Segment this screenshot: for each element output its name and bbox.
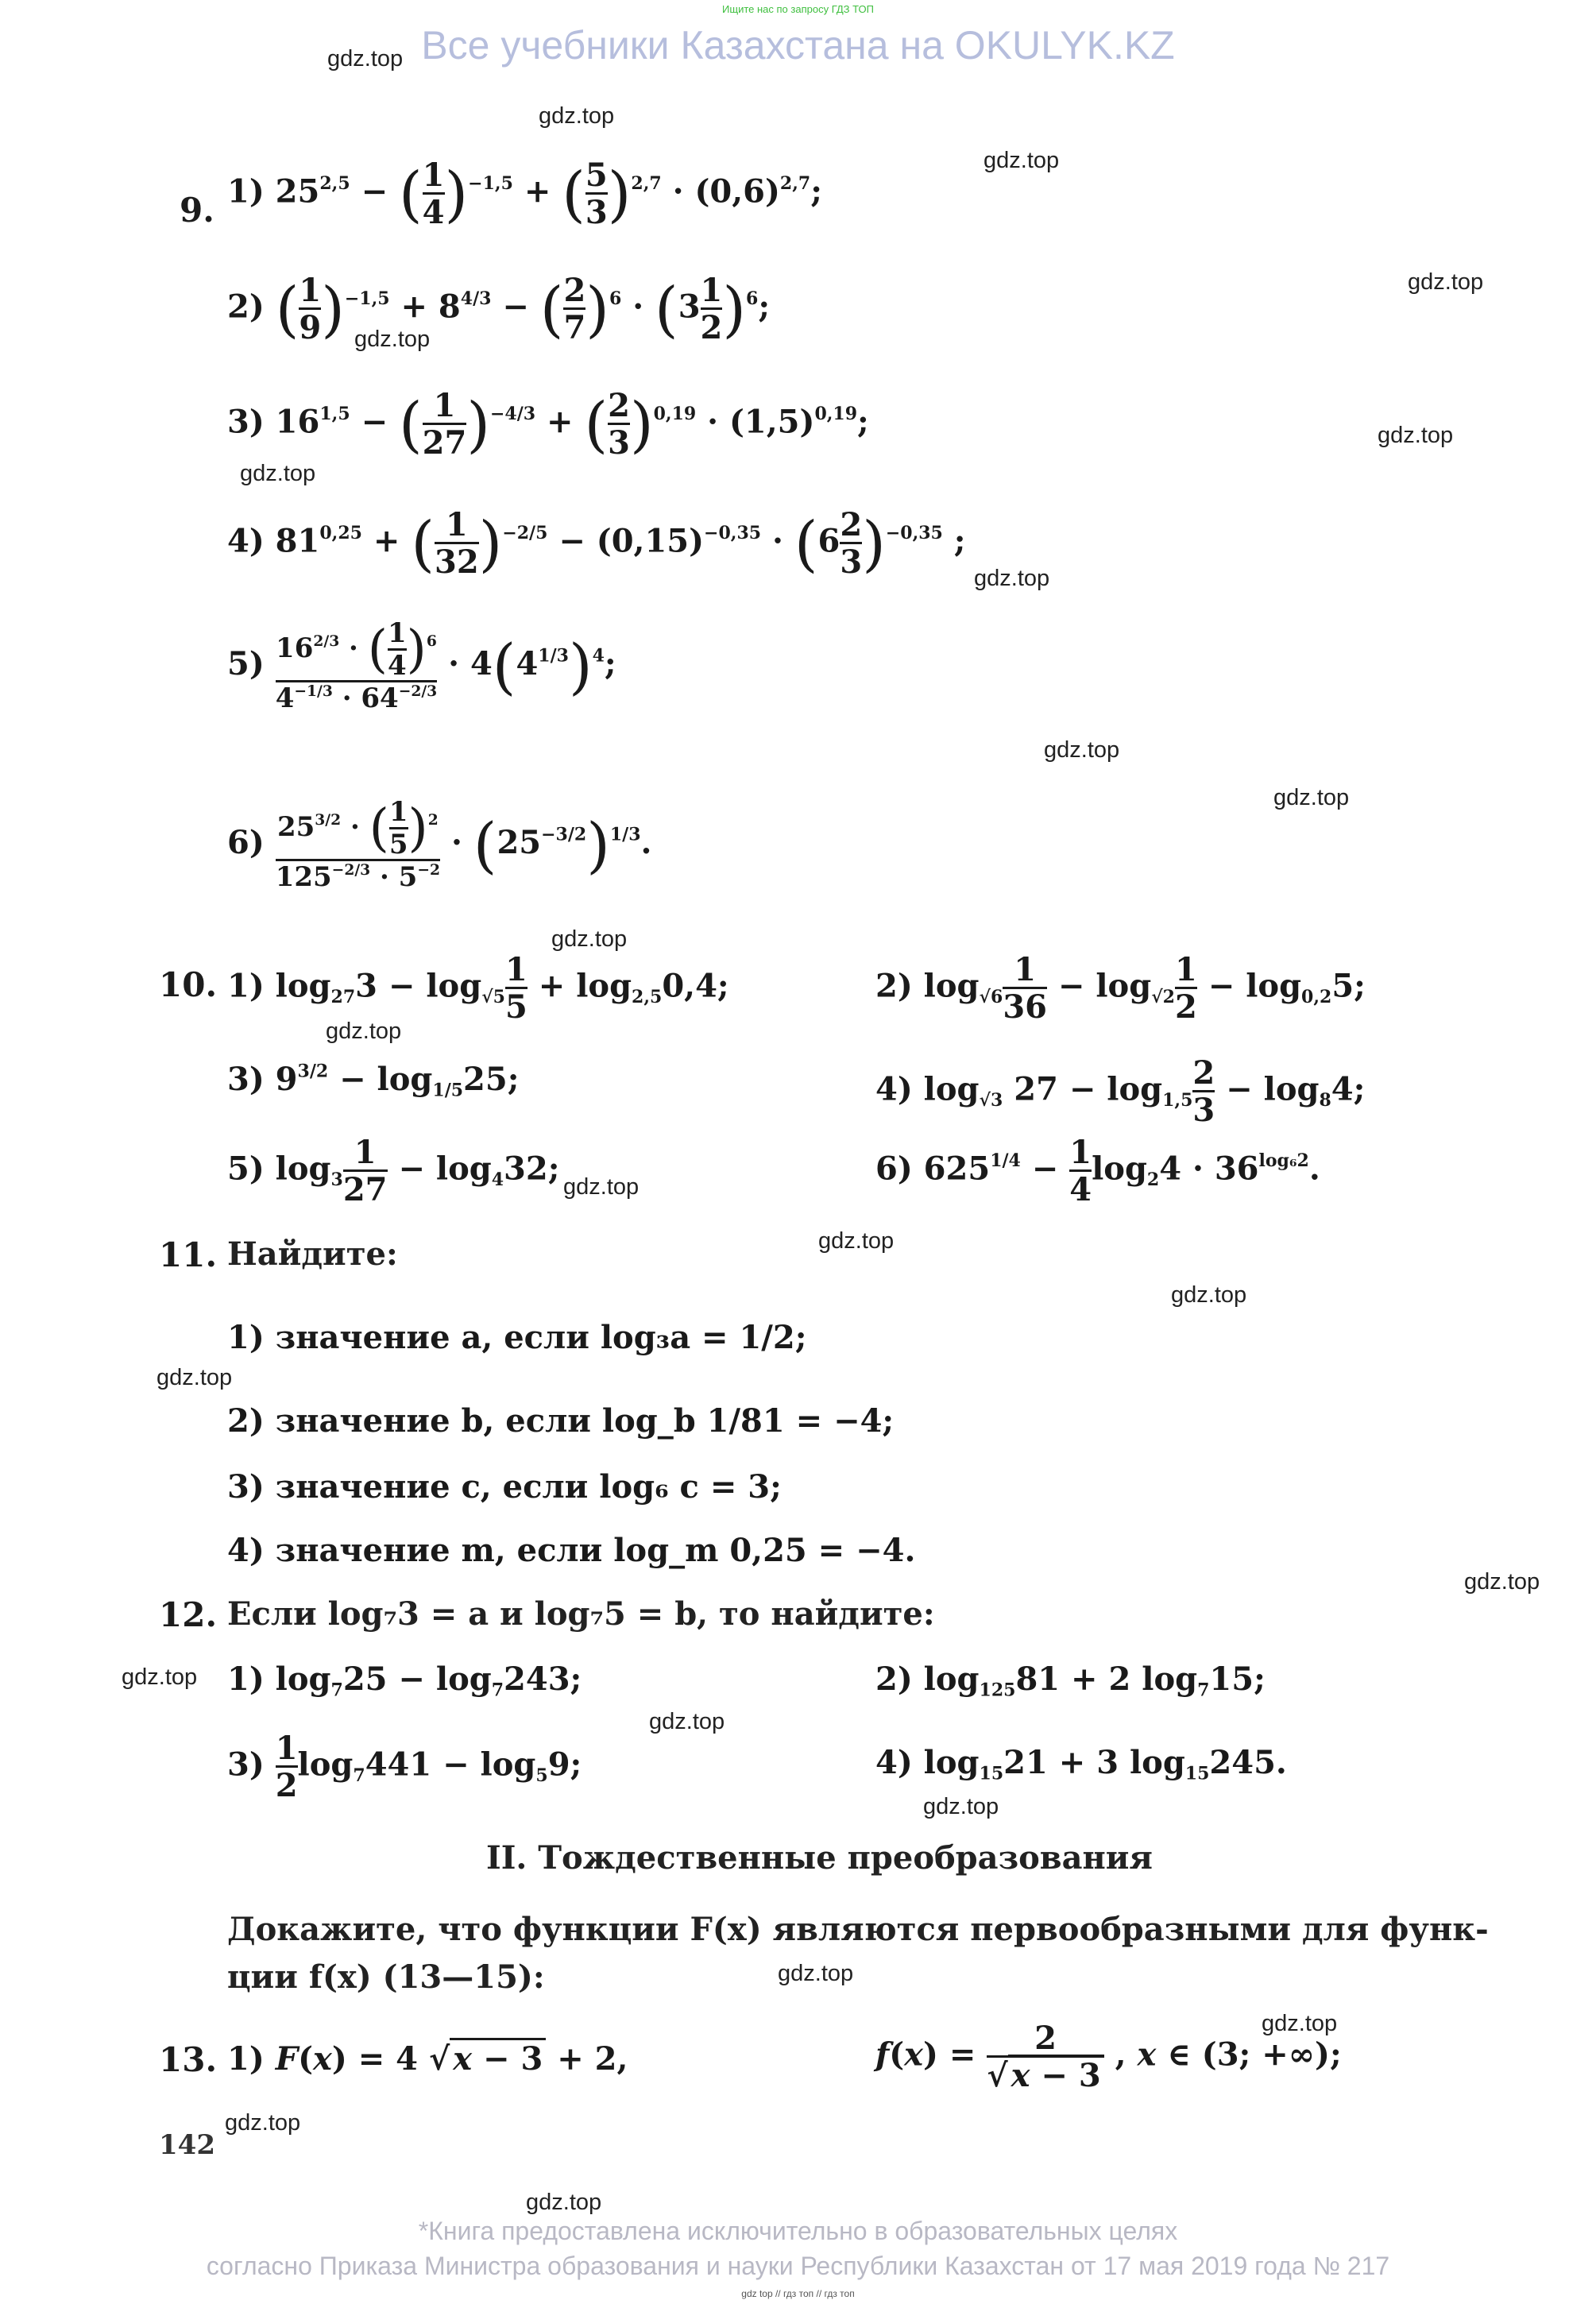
problem-9-3: 3) $16^{1,5}$ − ( $\frac{1}{27}$ )$^{-4/3}$ + ( $\frac{2}{3}$ )$^{0,19} \cdot (1,5)^{0,19}$; [227,387,869,462]
problem-10-6: 6) $625^{1/4}$ − $\frac{1}{4}$ $\log_24 \cdot 36^{log_62}$. [875,1134,1320,1208]
problem-12-3: 3) $\frac{1}{2}$ $\log_7441 - \log_59$; [227,1730,582,1804]
problem-11-item: 1) значение a, если log₃a = 1/2; [227,1319,807,1356]
problem-9-6: 6) $25^{3/2}$ · ( $\frac{1}{5}$ )$^2$ $125^{-2/3} \cdot 5^{-2}$ · $(25^{-3/2})^{1/3}$. [227,796,652,894]
problem-11-number: 11. [159,1235,218,1274]
problem-12-number: 12. [159,1595,218,1634]
problem-12-2: 2) $\log_{125}81 + 2$ $\log_715$; [875,1660,1266,1701]
problem-10-3: 3) $9^{3/2} - \log_{1/5}25$; [227,1061,520,1101]
watermark: gdz.top [122,1664,198,1690]
watermark: gdz.top [1171,1282,1247,1308]
top-search-note: Ищите нас по запросу ГДЗ ТОП [722,3,874,15]
footer-line-1: *Книга предоставлена исключительно в образовательных целях [418,2217,1178,2245]
problem-9-5: 5) $16^{2/3}$ · ( $\frac{1}{4}$ )$^6$ $4^{-1/3} \cdot 64^{-2/3}$ · $4(4^{1/3})^4$; [227,617,616,715]
watermark: gdz.top [327,46,404,72]
watermark: gdz.top [563,1174,640,1200]
footer-line-2: согласно Приказа Министра образования и науки Республики Казахстан от 17 мая 2019 года № 217 [206,2252,1390,2280]
problem-12-4: 4) $\log_{15}21 + 3$ $\log_{15}245$. [875,1744,1287,1784]
watermark: gdz.top [1408,269,1484,295]
problem-11-item: 3) значение c, если log₆ c = 3; [227,1468,782,1506]
problem-10-5: 5) $\log_3$ $\frac{1}{27}$ − $\log_432$; [227,1134,560,1208]
watermark: gdz.top [1273,785,1350,810]
watermark: gdz.top [157,1365,233,1390]
problem-10-2: 2) $\log_{√6}$ $\frac{1}{36}$ − $\log_{√2}$ $\frac{1}{2}$ − $\log_{0,2}5$; [875,951,1366,1026]
problem-11-item: 4) значение m, если log_m 0,25 = −4. [227,1532,916,1569]
watermark: gdz.top [354,327,431,352]
problem-10-number: 10. [159,965,218,1004]
page-number: 142 [159,2129,215,2161]
section-title: II. Тождественные преобразования [486,1839,1153,1877]
watermark: gdz.top [974,566,1050,591]
problem-11-item: 2) значение b, если log_b 1/81 = −4; [227,1402,895,1440]
watermark: gdz.top [539,103,615,129]
problem-10-4: 4) $\log_{√3} 27 - \log_{1,5}$ $\frac{2}{3}$ − $\log_84$; [875,1054,1366,1129]
watermark: gdz.top [1464,1569,1540,1595]
watermark: gdz.top [326,1019,402,1044]
problem-13-number: 13. [159,2040,218,2079]
watermark: gdz.top [225,2110,301,2136]
watermark: gdz.top [983,148,1060,173]
problem-13-f: f(x) = $\frac{2}{√ x - 3}$ , x ∈ (3; +∞); [875,2020,1342,2094]
watermark: gdz.top [1262,2011,1338,2036]
watermark: gdz.top [526,2190,602,2215]
watermark: gdz.top [240,461,316,486]
problem-13-F: 1) F(x) = 4 √ x − 3 + 2, [227,2040,628,2078]
problem-9-number: 9. [180,191,214,230]
watermark: gdz.top [1378,423,1454,448]
problem-9-2: 2) ( $\frac{1}{9}$ )$^{-1,5} + 8^{4/3}$ − ( $\frac{2}{7}$ )$^6$ · (3 $\frac{1}{2}$ )$^6$; [227,272,771,346]
problem-12-1: 1) $\log_725 - \log_7243$; [227,1660,582,1701]
problem-9-4: 4) $81^{0,25}$ + ( $\frac{1}{32}$ )$^{-2/5} - (0,15)^{-0,35} \cdot (6$ $\frac{2}{3}$ )$^{-0,35}$ ; [227,506,966,581]
okulyk-banner: Все учебники Казахстана на OKULYK.KZ [421,23,1175,68]
footer-small: gdz top // гдз топ // гдз топ [741,2288,855,2299]
watermark: gdz.top [649,1709,725,1734]
watermark: gdz.top [818,1228,895,1254]
watermark: gdz.top [778,1961,854,1986]
watermark: gdz.top [923,1794,999,1819]
problem-11-title: Найдите: [227,1235,398,1273]
section-intro-line-1: Докажите, что функции F(x) являются первообразными для функ- [227,1911,1489,1948]
problem-10-1: 1) $\log_{27}3 - \log_{√5}$ $\frac{1}{5}$ + $\log_{2,5}0,4$; [227,951,729,1026]
watermark: gdz.top [1044,737,1120,763]
watermark: gdz.top [551,926,628,952]
problem-9-1: 1) $25^{2,5}$ − ( $\frac{1}{4}$ )$^{-1,5}$ + ( $\frac{5}{3}$ )$^{2,7} \cdot (0,6)^{2,7}$; [227,157,822,231]
section-intro-line-2: ции f(x) (13—15): [227,1958,545,1996]
problem-12-title: Если log₇3 = a и log₇5 = b, то найдите: [227,1595,935,1633]
